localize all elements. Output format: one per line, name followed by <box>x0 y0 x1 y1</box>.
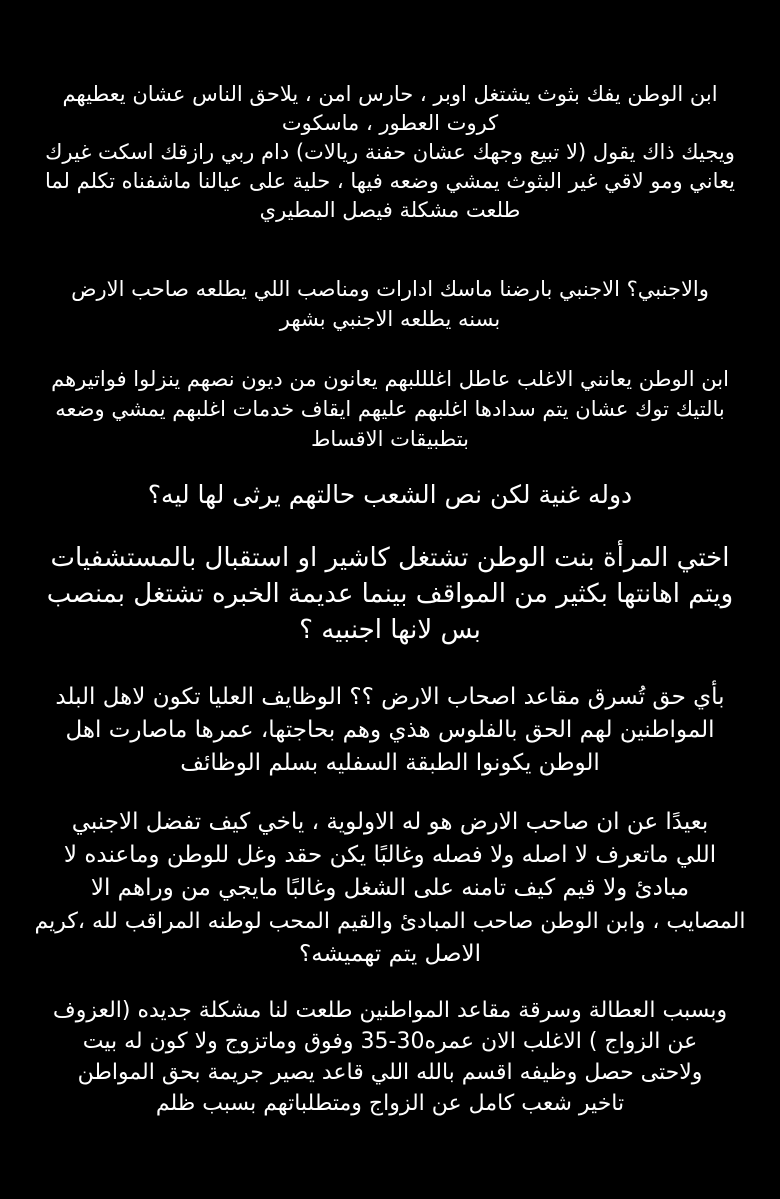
text-line: ابن الوطن يعانني الاغلب عاطل اغلللبهم يعانون من ديون نصهم ينزلوا فواتيرهم <box>51 367 729 391</box>
text-line: الوطن يكونوا الطبقة السفليه بسلم الوظائف <box>180 750 600 776</box>
text-line: تاخير شعب كامل عن الزواج ومتطلباتهم بسبب ظلم <box>155 1091 625 1116</box>
paragraph-gig-jobs <box>30 80 750 225</box>
paragraph-rich-country-question <box>30 478 750 512</box>
text-line: عن الزواج ) الاغلب الان عمره30-35 وفوق وماتزوج ولا كون له بيت <box>82 1029 698 1054</box>
paragraph-citizen-debts <box>30 364 750 454</box>
text-line: بأي حق تُسرق مقاعد اصحاب الارض ؟؟ الوظايف العليا تكون لاهل البلد <box>55 684 725 710</box>
text-line: يعاني ومو لاقي غير البثوث يمشي وضعه فيها ، حلية على عيالنا ماشفناه تكلم لما <box>44 169 735 193</box>
text-line: بسنه يطلعه الاجنبي بشهر <box>279 307 501 331</box>
text-line: ويتم اهانتها بكثير من المواقف بينما عديمة الخبره تشتغل بمنصب <box>46 579 734 609</box>
text-line: الاصل يتم تهميشه؟ <box>298 941 482 967</box>
text-line: كروت العطور ، ماسكوت <box>281 111 499 135</box>
paragraph-land-owner-priority <box>30 806 750 971</box>
paragraph-stolen-seats <box>30 681 750 780</box>
text-line: ولاحتى حصل وظيفه اقسم بالله اللي قاعد يصير جريمة بحق المواطن <box>77 1060 703 1085</box>
text-line: بعيدًا عن ان صاحب الارض هو له الاولوية ، ياخي كيف تفضل الاجنبي <box>71 809 709 835</box>
text-line: وبسبب العطالة وسرقة مقاعد المواطنين طلعت لنا مشكلة جديده (العزوف <box>52 998 728 1023</box>
text-line: مبادئ ولا قيم كيف تامنه على الشغل وغالبًا مايجي من وراهم الا <box>90 875 690 901</box>
text-line: ويجيك ذاك يقول (لا تبيع وجهك عشان حفنة ريالات) دام ربي رازقك اسكت غيرك <box>45 140 735 164</box>
paragraph-women-workers <box>30 540 750 648</box>
text-line: دوله غنية لكن نص الشعب حالتهم يرثى لها ليه؟ <box>147 480 633 509</box>
paragraph-foreigner-positions <box>30 274 750 334</box>
text-line: المصايب ، وابن الوطن صاحب المبادئ والقيم المحب لوطنه المراقب لله ،كريم <box>34 909 746 934</box>
text-line: بس لانها اجنبيه ؟ <box>299 615 481 645</box>
text-line: طلعت مشكلة فيصل المطيري <box>259 198 521 222</box>
text-line: بتطبيقات الاقساط <box>311 427 469 451</box>
text-line: اللي ماتعرف لا اصله ولا فصله وغالبًا يكن حقد وغل للوطن وماعنده لا <box>63 842 717 868</box>
text-line: بالتيك توك عشان يتم سدادها اغلبهم عليهم ايقاف خدمات اغلبهم يمشي وضعه <box>55 397 725 421</box>
text-line: اختي المرأة بنت الوطن تشتغل كاشير او استقبال بالمستشفيات <box>50 543 730 573</box>
paragraph-marriage-delay <box>30 995 750 1119</box>
text-line: والاجنبي؟ الاجنبي بارضنا ماسك ادارات ومناصب اللي يطلعه صاحب الارض <box>71 277 709 301</box>
text-line: ابن الوطن يفك بثوث يشتغل اوبر ، حارس امن ، يلاحق الناس عشان يعطيهم <box>62 82 718 106</box>
text-line: المواطنين لهم الحق بالفلوس هذي وهم بحاجتها، عمرها ماصارت اهل <box>65 717 715 743</box>
